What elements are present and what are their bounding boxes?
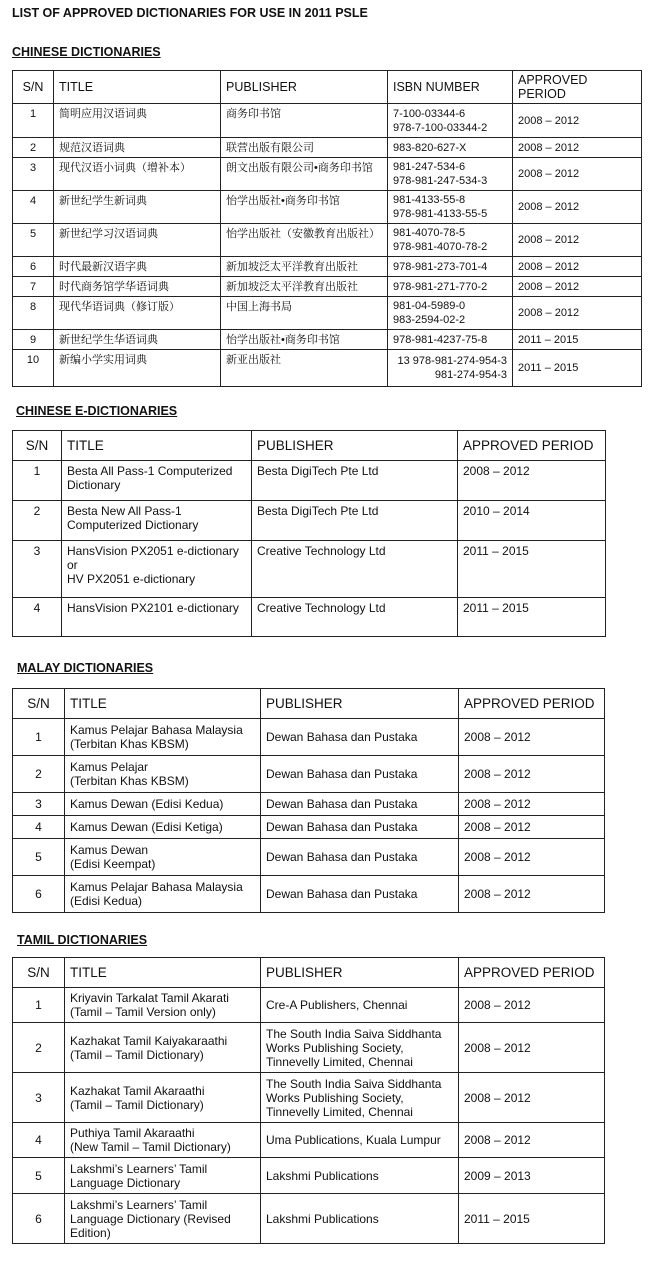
cell-approved-period: 2008 – 2012: [459, 1073, 605, 1123]
cell-title: Kazhakat Tamil Kaiyakaraathi (Tamil – Tamil Dictionary): [65, 1023, 261, 1073]
cell-isbn: 981-4133-55-8 978-981-4133-55-5: [388, 191, 513, 224]
table-row: [13, 1123, 605, 1158]
cell-isbn: 981-04-5989-0 983-2594-02-2: [388, 297, 513, 330]
table-row: [13, 756, 605, 793]
cell-sn: 10: [13, 350, 54, 387]
cell-title: Kamus Dewan (Edisi Kedua): [65, 793, 261, 816]
cell-approved-period: 2008 – 2012: [513, 297, 642, 330]
cell-approved-period: 2008 – 2012: [459, 1023, 605, 1073]
cell-approved-period: 2008 – 2012: [459, 839, 605, 876]
column-header-publisher: PUBLISHER: [261, 958, 459, 988]
cell-title: Kamus Pelajar Bahasa Malaysia (Terbitan Khas KBSM): [65, 719, 261, 756]
cell-sn: 1: [13, 104, 54, 138]
table-header-row: [13, 71, 642, 104]
cell-title: 新世纪学习汉语词典: [54, 224, 221, 257]
column-header-title: TITLE: [65, 958, 261, 988]
cell-title: 时代最新汉语字典: [54, 257, 221, 277]
cell-sn: 1: [13, 719, 65, 756]
cell-publisher: 新亚出版社: [221, 350, 388, 387]
cell-approved-period: 2011 – 2015: [458, 541, 606, 598]
column-header-isbn: ISBN NUMBER: [388, 71, 513, 104]
column-header-title: TITLE: [54, 71, 221, 104]
cell-approved-period: 2011 – 2015: [513, 330, 642, 350]
cell-sn: 2: [13, 1023, 65, 1073]
cell-title: Kriyavin Tarkalat Tamil Akarati (Tamil – Tamil Version only): [65, 988, 261, 1023]
table-row: [13, 501, 606, 541]
malay-dictionaries-heading: MALAY DICTIONARIES: [17, 661, 154, 675]
document-title: LIST OF APPROVED DICTIONARIES FOR USE IN 2011 PSLE: [12, 6, 368, 20]
column-header-sn: S/N: [13, 958, 65, 988]
cell-title: 新世纪学生华语词典: [54, 330, 221, 350]
column-header-sn: S/N: [13, 431, 62, 461]
cell-sn: 3: [13, 158, 54, 191]
table-row: [13, 988, 605, 1023]
table-row: [13, 330, 642, 350]
cell-approved-period: 2008 – 2012: [513, 277, 642, 297]
cell-title: Lakshmi’s Learners’ Tamil Language Dictionary: [65, 1158, 261, 1194]
cell-isbn: 978-981-273-701-4: [388, 257, 513, 277]
cell-publisher: Dewan Bahasa dan Pustaka: [261, 793, 459, 816]
cell-approved-period: 2010 – 2014: [458, 501, 606, 541]
cell-sn: 5: [13, 224, 54, 257]
table-row: [13, 158, 642, 191]
cell-publisher: Dewan Bahasa dan Pustaka: [261, 876, 459, 913]
column-header-approved-period: APPROVED PERIOD: [459, 689, 605, 719]
cell-approved-period: 2008 – 2012: [513, 224, 642, 257]
cell-sn: 1: [13, 461, 62, 501]
cell-sn: 4: [13, 191, 54, 224]
cell-title: 规范汉语词典: [54, 138, 221, 158]
column-header-title: TITLE: [65, 689, 261, 719]
cell-publisher: 怡学出版社•商务印书馆: [221, 191, 388, 224]
cell-sn: 2: [13, 756, 65, 793]
cell-sn: 5: [13, 1158, 65, 1194]
table-row: [13, 719, 605, 756]
cell-sn: 4: [13, 1123, 65, 1158]
cell-publisher: 中国上海书局: [221, 297, 388, 330]
cell-approved-period: 2011 – 2015: [458, 598, 606, 637]
cell-publisher: Besta DigiTech Pte Ltd: [252, 501, 458, 541]
cell-publisher: Cre-A Publishers, Chennai: [261, 988, 459, 1023]
cell-publisher: Lakshmi Publications: [261, 1158, 459, 1194]
cell-approved-period: 2008 – 2012: [458, 461, 606, 501]
column-header-publisher: PUBLISHER: [252, 431, 458, 461]
cell-sn: 9: [13, 330, 54, 350]
cell-sn: 3: [13, 541, 62, 598]
cell-approved-period: 2008 – 2012: [459, 756, 605, 793]
cell-title: Kamus Dewan (Edisi Ketiga): [65, 816, 261, 839]
column-header-publisher: PUBLISHER: [221, 71, 388, 104]
cell-sn: 2: [13, 138, 54, 158]
table-header-row: [13, 958, 605, 988]
tamil-dictionaries-heading: TAMIL DICTIONARIES: [17, 933, 148, 947]
cell-title: HansVision PX2101 e-dictionary: [62, 598, 252, 637]
cell-title: HansVision PX2051 e-dictionary or HV PX2051 e-dictionary: [62, 541, 252, 598]
cell-sn: 3: [13, 1073, 65, 1123]
table-header-row: [13, 431, 606, 461]
cell-sn: 5: [13, 839, 65, 876]
table-row: [13, 1073, 605, 1123]
cell-sn: 8: [13, 297, 54, 330]
cell-title: 简明应用汉语词典: [54, 104, 221, 138]
table-row: [13, 1158, 605, 1194]
table-row: [13, 350, 642, 387]
table-row: [13, 793, 605, 816]
column-header-approved-period: APPROVED PERIOD: [513, 71, 642, 104]
cell-title: 新世纪学生新词典: [54, 191, 221, 224]
cell-title: Lakshmi’s Learners’ Tamil Language Dictionary (Revised Edition): [65, 1194, 261, 1244]
table-row: [13, 598, 606, 637]
cell-publisher: 怡学出版社•商务印书馆: [221, 330, 388, 350]
cell-title: 时代商务馆学华语词典: [54, 277, 221, 297]
cell-isbn: 978-981-271-770-2: [388, 277, 513, 297]
cell-publisher: 联营出版有限公司: [221, 138, 388, 158]
cell-approved-period: 2008 – 2012: [513, 158, 642, 191]
cell-publisher: Lakshmi Publications: [261, 1194, 459, 1244]
cell-publisher: 商务印书馆: [221, 104, 388, 138]
cell-publisher: Creative Technology Ltd: [252, 541, 458, 598]
table-row: [13, 224, 642, 257]
cell-publisher: Creative Technology Ltd: [252, 598, 458, 637]
cell-title: Kamus Pelajar (Terbitan Khas KBSM): [65, 756, 261, 793]
table-row: [13, 297, 642, 330]
cell-isbn: 13 978-981-274-954-3 981-274-954-3: [388, 350, 513, 387]
cell-approved-period: 2008 – 2012: [513, 104, 642, 138]
table-row: [13, 277, 642, 297]
cell-title: Kamus Pelajar Bahasa Malaysia (Edisi Kedua): [65, 876, 261, 913]
cell-publisher: Dewan Bahasa dan Pustaka: [261, 719, 459, 756]
column-header-approved-period: APPROVED PERIOD: [458, 431, 606, 461]
column-header-sn: S/N: [13, 71, 54, 104]
cell-title: 现代汉语小词典（增补本）: [54, 158, 221, 191]
cell-title: Kamus Dewan (Edisi Keempat): [65, 839, 261, 876]
cell-isbn: 981-4070-78-5 978-981-4070-78-2: [388, 224, 513, 257]
cell-publisher: 新加坡泛太平洋教育出版社: [221, 257, 388, 277]
cell-sn: 4: [13, 816, 65, 839]
table-header-row: [13, 689, 605, 719]
column-header-approved-period: APPROVED PERIOD: [459, 958, 605, 988]
cell-approved-period: 2008 – 2012: [513, 257, 642, 277]
column-header-sn: S/N: [13, 689, 65, 719]
cell-isbn: 981-247-534-6 978-981-247-534-3: [388, 158, 513, 191]
cell-title: Kazhakat Tamil Akaraathi (Tamil – Tamil Dictionary): [65, 1073, 261, 1123]
cell-approved-period: 2008 – 2012: [459, 876, 605, 913]
cell-sn: 4: [13, 598, 62, 637]
cell-sn: 6: [13, 1194, 65, 1244]
table-row: [13, 876, 605, 913]
cell-approved-period: 2011 – 2015: [459, 1194, 605, 1244]
cell-approved-period: 2008 – 2012: [459, 1123, 605, 1158]
cell-approved-period: 2008 – 2012: [459, 793, 605, 816]
table-row: [13, 191, 642, 224]
cell-isbn: 983-820-627-X: [388, 138, 513, 158]
cell-publisher: Besta DigiTech Pte Ltd: [252, 461, 458, 501]
cell-publisher: Uma Publications, Kuala Lumpur: [261, 1123, 459, 1158]
cell-publisher: The South India Saiva Siddhanta Works Publishing Society, Tinnevelly Limited, Chennai: [261, 1023, 459, 1073]
cell-publisher: 怡学出版社（安徽教育出版社）: [221, 224, 388, 257]
cell-approved-period: 2008 – 2012: [513, 191, 642, 224]
cell-publisher: Dewan Bahasa dan Pustaka: [261, 816, 459, 839]
cell-approved-period: 2008 – 2012: [459, 988, 605, 1023]
table-row: [13, 1194, 605, 1244]
column-header-publisher: PUBLISHER: [261, 689, 459, 719]
cell-title: Puthiya Tamil Akaraathi (New Tamil – Tamil Dictionary): [65, 1123, 261, 1158]
cell-sn: 2: [13, 501, 62, 541]
table-row: [13, 839, 605, 876]
cell-approved-period: 2011 – 2015: [513, 350, 642, 387]
cell-approved-period: 2008 – 2012: [459, 719, 605, 756]
cell-approved-period: 2008 – 2012: [459, 816, 605, 839]
table-row: [13, 541, 606, 598]
chinese-e-dictionaries-heading: CHINESE E-DICTIONARIES: [16, 404, 178, 418]
cell-approved-period: 2008 – 2012: [513, 138, 642, 158]
table-row: [13, 816, 605, 839]
cell-publisher: 新加坡泛太平洋教育出版社: [221, 277, 388, 297]
table-row: [13, 257, 642, 277]
table-row: [13, 1023, 605, 1073]
cell-title: 现代华语词典（修订版）: [54, 297, 221, 330]
chinese-e-dictionaries-table: [12, 430, 606, 637]
cell-title: 新编小学实用词典: [54, 350, 221, 387]
table-row: [13, 461, 606, 501]
table-row: [13, 104, 642, 138]
cell-isbn: 978-981-4237-75-8: [388, 330, 513, 350]
column-header-title: TITLE: [62, 431, 252, 461]
cell-publisher: 朗文出版有限公司•商务印书馆: [221, 158, 388, 191]
malay-dictionaries-table: [12, 688, 605, 913]
cell-publisher: The South India Saiva Siddhanta Works Publishing Society, Tinnevelly Limited, Chennai: [261, 1073, 459, 1123]
cell-sn: 1: [13, 988, 65, 1023]
chinese-dictionaries-table: [12, 70, 642, 387]
cell-sn: 6: [13, 876, 65, 913]
table-row: [13, 138, 642, 158]
cell-publisher: Dewan Bahasa dan Pustaka: [261, 839, 459, 876]
cell-title: Besta All Pass-1 Computerized Dictionary: [62, 461, 252, 501]
cell-publisher: Dewan Bahasa dan Pustaka: [261, 756, 459, 793]
cell-isbn: 7-100-03344-6 978-7-100-03344-2: [388, 104, 513, 138]
cell-approved-period: 2009 – 2013: [459, 1158, 605, 1194]
cell-sn: 6: [13, 257, 54, 277]
cell-sn: 3: [13, 793, 65, 816]
cell-title: Besta New All Pass-1 Computerized Dictionary: [62, 501, 252, 541]
tamil-dictionaries-table: [12, 957, 605, 1244]
chinese-dictionaries-heading: CHINESE DICTIONARIES: [12, 45, 161, 59]
cell-sn: 7: [13, 277, 54, 297]
